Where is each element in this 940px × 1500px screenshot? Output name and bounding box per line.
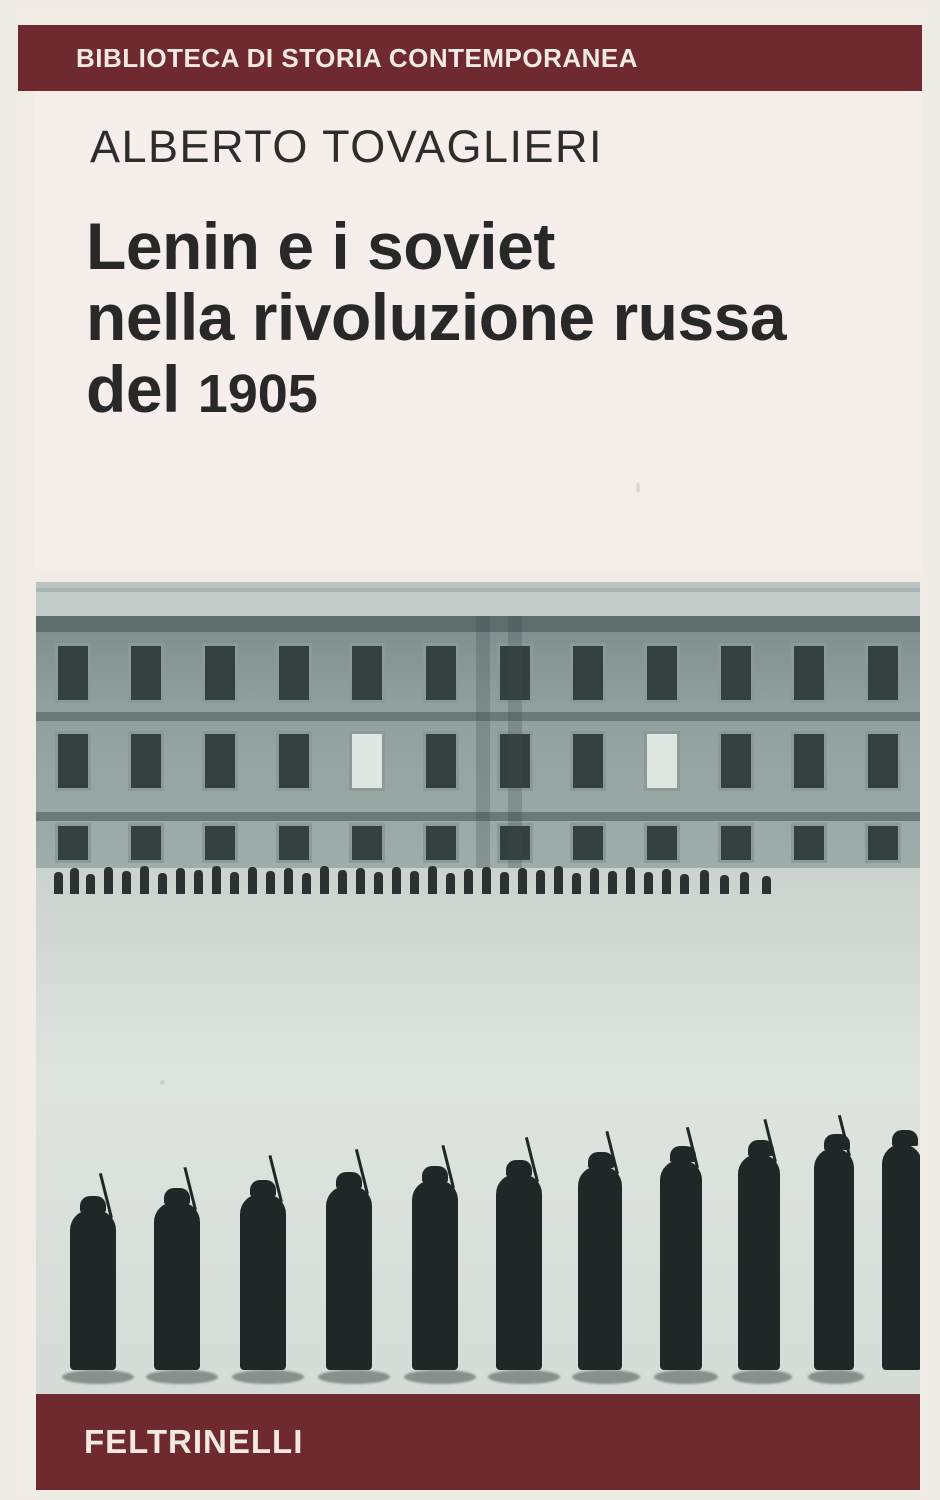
- facade-window: [794, 646, 824, 700]
- soldier-figure: [154, 1202, 200, 1370]
- photograph-image: [36, 582, 920, 1394]
- soldier-figure: [70, 1210, 116, 1370]
- facade-window: [647, 646, 677, 700]
- facade-pillar: [508, 616, 522, 868]
- facade-window: [721, 734, 751, 788]
- facade-window-lit: [352, 734, 382, 788]
- soldier-figure: [882, 1144, 920, 1370]
- series-title: BIBLIOTECA DI STORIA CONTEMPORANEA: [76, 42, 639, 73]
- facade-window: [131, 734, 161, 788]
- facade-window: [279, 734, 309, 788]
- building-facade: [36, 616, 920, 868]
- facade-window: [205, 646, 235, 700]
- soldier-figure: [496, 1174, 542, 1370]
- facade-window: [573, 646, 603, 700]
- paper-speckle: [160, 1080, 165, 1085]
- facade-window: [721, 646, 751, 700]
- facade-window-lit: [647, 734, 677, 788]
- paper-speckle: [636, 482, 640, 493]
- title-zone: [34, 91, 922, 569]
- series-band: [18, 25, 922, 91]
- facade-window: [205, 734, 235, 788]
- cover-photograph: [36, 582, 920, 1394]
- soldier-figure: [738, 1154, 780, 1370]
- facade-window: [573, 734, 603, 788]
- title-line-3-text: del: [86, 351, 180, 426]
- facade-window: [868, 734, 898, 788]
- facade-window: [279, 646, 309, 700]
- facade-window: [426, 646, 456, 700]
- soldier-figure: [412, 1180, 458, 1370]
- soldier-figure: [814, 1148, 854, 1370]
- title-line-2: nella rivoluzione russa: [86, 280, 787, 355]
- soldier-line: [36, 1098, 920, 1394]
- facade-window: [794, 734, 824, 788]
- title-line-1: Lenin e i soviet: [86, 209, 555, 283]
- facade-window: [58, 734, 88, 788]
- facade-pillar: [476, 616, 490, 868]
- publisher-band: [36, 1394, 920, 1490]
- cover-sheet: [18, 12, 922, 1490]
- soldier-figure: [578, 1166, 622, 1370]
- facade-window: [58, 646, 88, 700]
- page-title: [86, 211, 906, 425]
- title-line-3: [86, 351, 906, 426]
- soldier-figure: [326, 1186, 372, 1370]
- title-year: 1905: [197, 363, 318, 424]
- author-name: ALBERTO TOVAGLIERI: [90, 121, 604, 172]
- publisher-name: FELTRINELLI: [84, 1423, 304, 1460]
- facade-window: [426, 734, 456, 788]
- soldier-figure: [660, 1160, 702, 1370]
- facade-window: [352, 646, 382, 700]
- facade-window: [868, 646, 898, 700]
- facade-window: [131, 646, 161, 700]
- distant-crowd: [36, 832, 920, 894]
- soldier-figure: [240, 1194, 286, 1370]
